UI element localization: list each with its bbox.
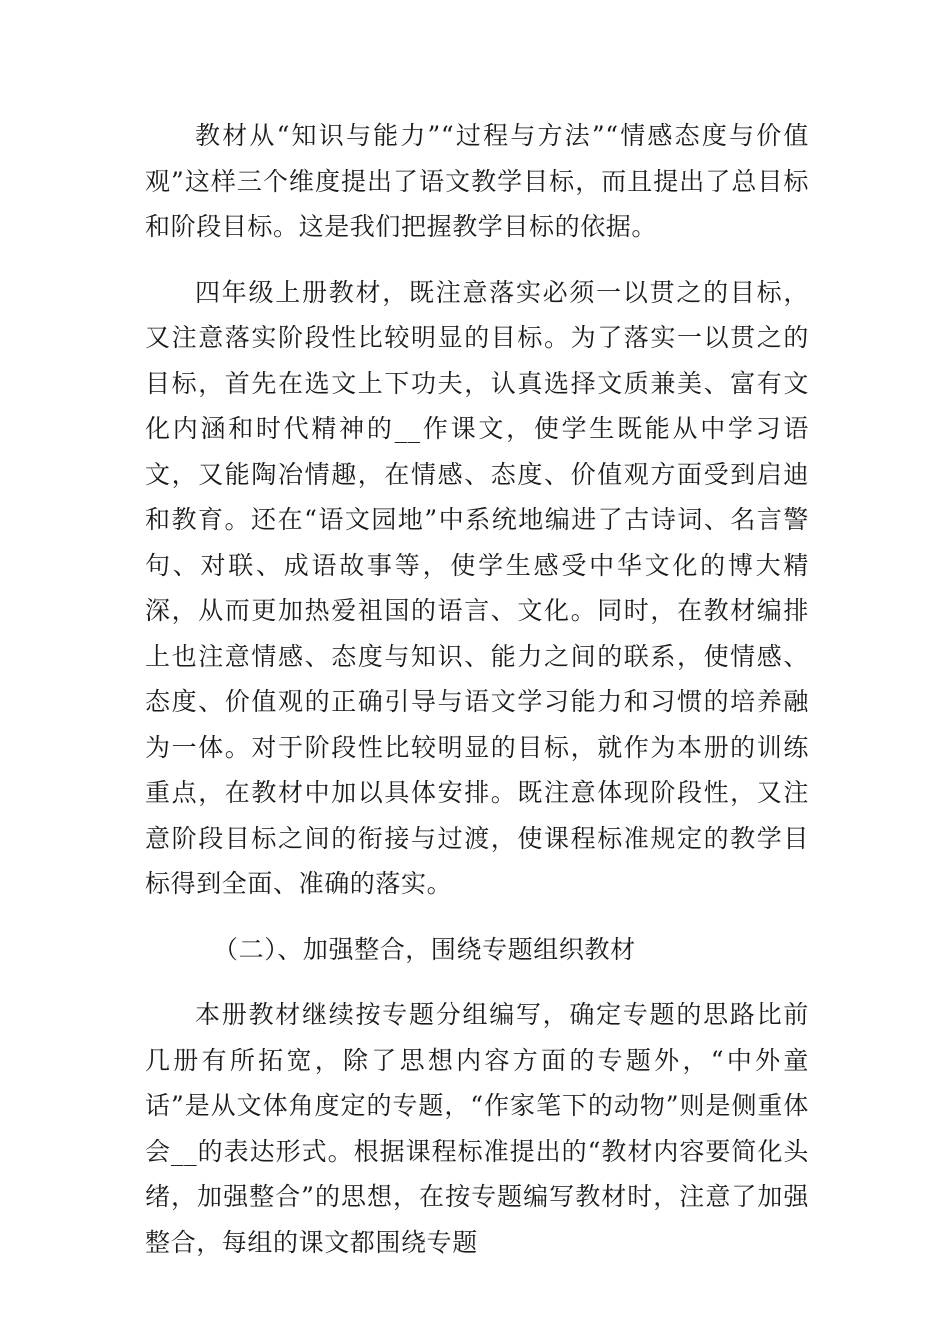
- section-heading: （二）、加强整合，围绕专题组织教材: [213, 934, 636, 964]
- paragraph-teaching-goals: 教材从“知识与能力”“过程与方法”“情感态度与价值观”这样三个维度提出了语文教学目标，而且提出了总目标和阶段目标。这是我们把握教学目标的依据。: [145, 121, 809, 241]
- paragraph-thematic-grouping: 本册教材继续按专题分组编写，确定专题的思路比前几册有所拓宽，除了思想内容方面的专题外，“中外童话”是从文体角度定的专题，“作家笔下的动物”则是侧重体会__的表达形式。根据课程标准提出的“教材内容要简化头绪，加强整合”的思想，在按专题编写教材时，注意了加强整合，每组的课文都围绕专题: [145, 1000, 809, 1257]
- document-body: [145, 113, 809, 1285]
- paragraph-grade-four-textbook: 四年级上册教材，既注意落实必须一以贯之的目标，又注意落实阶段性比较明显的目标。为了落实一以贯之的目标，首先在选文上下功夫，认真选择文质兼美、富有文化内涵和时代精神的__作课文，使学生既能从中学习语文，又能陶冶情趣，在情感、态度、价值观方面受到启迪和教育。还在“语文园地”中系统地编进了古诗词、名言警句、对联、成语故事等，使学生感受中华文化的博大精深，从而更加热爱祖国的语言、文化。同时，在教材编排上也注意情感、态度与知识、能力之间的联系，使情感、态度、价值观的正确引导与语文学习能力和习惯的培养融为一体。对于阶段性比较明显的目标，就作为本册的训练重点，在教材中加以具体安排。既注意体现阶段性，又注意阶段目标之间的衔接与过渡，使课程标准规定的教学目标得到全面、准确的落实。: [145, 277, 809, 898]
